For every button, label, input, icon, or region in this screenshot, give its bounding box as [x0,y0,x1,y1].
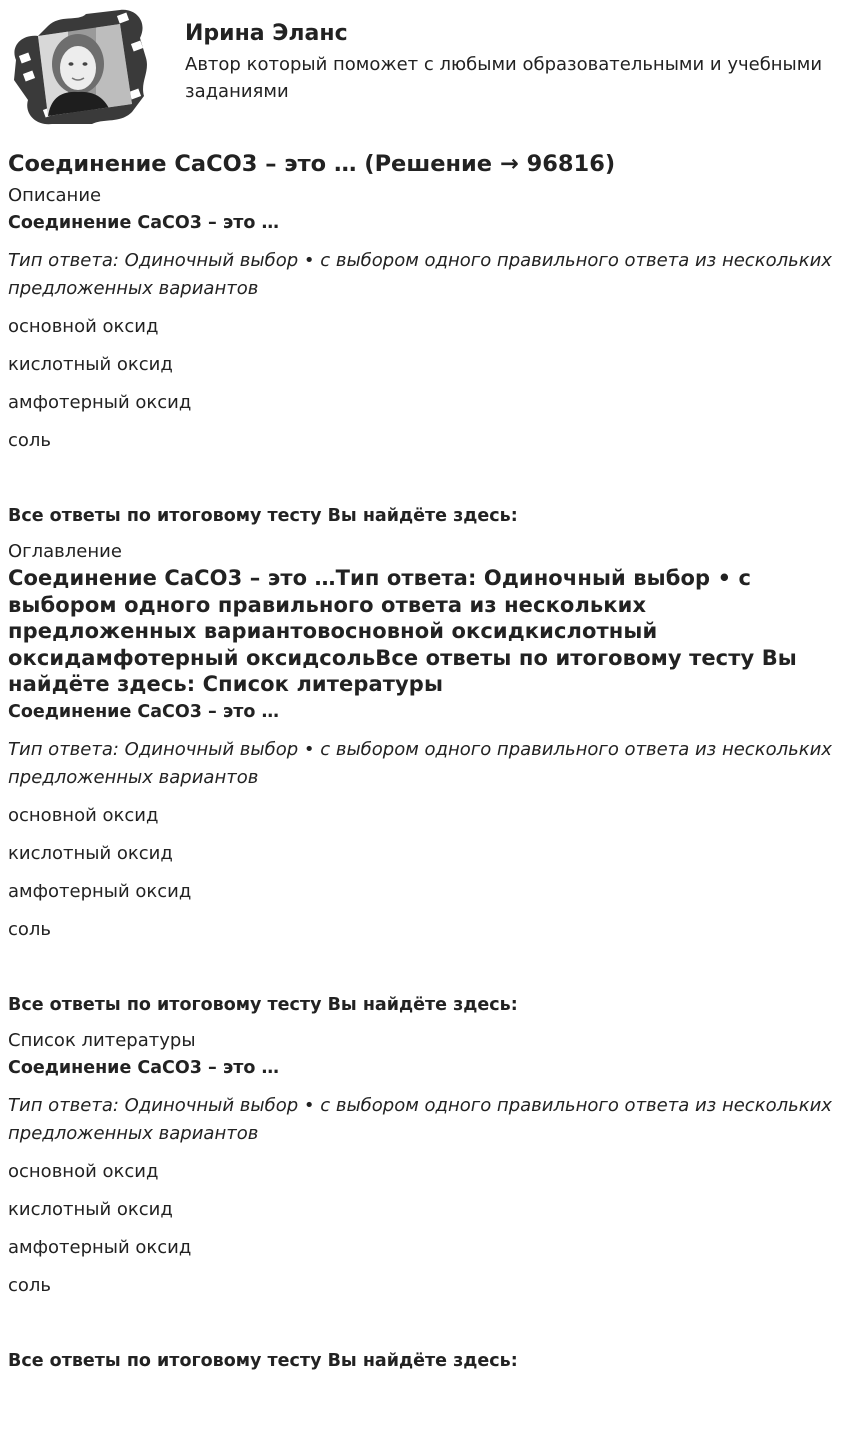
all-answers-note: Все ответы по итоговому тесту Вы найдёте здесь: [8,1350,518,1371]
answer-option: основной оксид [8,316,159,337]
toc-heading: Соединение CaCO3 – это …Тип ответа: Одиночный выбор • с выбором одного правильного ответа из нескольких предложенных вариантовосновной оксидкислотный оксидамфотерный оксидсольВсе ответы по итоговому тесту Вы найдёте здесь: Список литературы [8,566,797,696]
answer-option: основной оксид [8,804,159,826]
answer-type-text: Тип ответа: Одиночный выбор • с выбором одного правильного ответа из нескольких предложенных вариантов [8,738,832,788]
main-content [8,146,839,1375]
answer-option: основной оксид [8,1160,159,1182]
answer-type-text: Тип ответа: Одиночный выбор • с выбором одного правильного ответа из нескольких предложенных вариантов [8,1094,832,1144]
answer-option: амфотерный оксид [8,1236,192,1258]
answer-option: соль [8,430,52,451]
page-title: Соединение CaCO3 – это … (Решение → 96816) [8,151,616,177]
author-description: Автор который поможет с любыми образовательными и учебными заданиями [185,54,823,102]
answer-option: амфотерный оксид [8,880,192,902]
question-text: Соединение CaCO3 – это … [8,213,280,233]
answer-option: соль [8,1274,52,1296]
section-label-toc: Оглавление [8,541,122,562]
answer-option: соль [8,918,52,940]
question-text: Соединение CaCO3 – это … [8,701,280,722]
all-answers-note: Все ответы по итоговому тесту Вы найдёте здесь: [8,506,518,526]
section-label-literature: Список литературы [8,1029,196,1051]
description-section [8,182,839,530]
answer-type-text: Тип ответа: Одиночный выбор • с выбором одного правильного ответа из нескольких предложенных вариантов [8,250,832,299]
author-header [8,8,838,128]
answer-option: кислотный оксид [8,1198,173,1220]
all-answers-note: Все ответы по итоговому тесту Вы найдёте здесь: [8,994,518,1015]
toc-section [8,538,839,1019]
author-avatar [8,8,150,126]
answer-option: кислотный оксид [8,842,173,864]
literature-section [8,1027,839,1375]
author-name: Ирина Эланс [185,21,348,46]
section-label-description: Описание [8,185,102,206]
answer-option: амфотерный оксид [8,392,192,413]
question-text: Соединение CaCO3 – это … [8,1057,280,1078]
answer-option: кислотный оксид [8,354,173,375]
